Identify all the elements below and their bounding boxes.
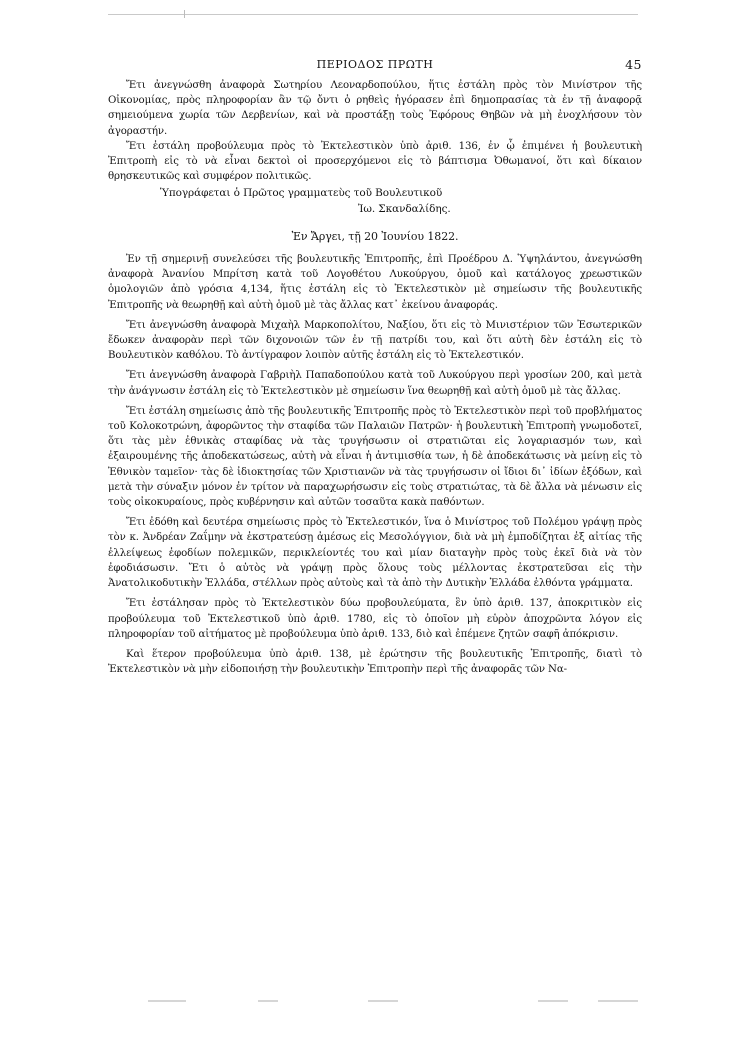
- scan-mark: [538, 1000, 568, 1002]
- scan-footer-marks: [108, 1000, 642, 1004]
- paragraph: Ἔτι ἀνεγνώσθη ἀναφορὰ Σωτηρίου Λεοναρδοπούλου, ἥτις ἐστάλη πρὸς τὸν Μινίστρον τῆς Οἰκονομίας, πρὸς πληροφορίαν ἂν τῷ ὄντι ὁ ρηθεὶς ἠγόρασεν ἐπὶ δημοπρασίας τὰ ἐν τῇ ἀναφορᾷ σημειούμενα χωρία τῶν Δερβενίων, καὶ νὰ προστάξῃ τοὺς Ἐφόρους Θηβῶν νὰ μὴ ἐνοχλήσουν τὸν ἀγοραστήν.: [108, 80, 642, 137]
- scan-edge-tick: [184, 10, 185, 18]
- scan-mark: [148, 1000, 186, 1002]
- scan-edge-line: [108, 14, 638, 15]
- running-head: ΠΕΡΙΟΔΟΣ ΠΡΩΤΗ: [316, 58, 434, 71]
- paragraph: Ἐν τῇ σημερινῇ συνελεύσει τῆς βουλευτικῆς Ἐπιτροπῆς, ἐπὶ Προέδρου Δ. Ὑψηλάντου, ἀνεγνώσθη ἀναφορὰ Ἀνανίου Μπρίτση κατὰ τοῦ Λογοθέτου Λυκούργου, ὁμοῦ καὶ κατάλογος χρεωστικῶν ὁμολογιῶν ἀπὸ γρόσια 4,134, ἥτις ἐστάλη εἰς τὸ Ἐκτελεστικὸν μὲ σημείωσιν τῆς βουλευτικῆς Ἐπιτροπῆς νὰ θεωρηθῇ καὶ αὐτὴ ὁμοῦ μὲ τὰς ἄλλας κατ᾽ ἐκείνου ἀναφοράς.: [108, 254, 642, 311]
- scan-mark: [368, 1000, 398, 1002]
- signature-line: Ὑπογράφεται ὁ Πρῶτος γραμματεὺς τοῦ Βουλευτικοῦ: [160, 187, 443, 200]
- dateline: Ἐν Ἄργει, τῇ 20 Ἰουνίου 1822.: [291, 229, 459, 243]
- paragraph: Ἔτι ἐδόθη καὶ δευτέρα σημείωσις πρὸς τὸ Ἐκτελεστικόν, ἵνα ὁ Μινίστρος τοῦ Πολέμου γράψῃ πρὸς τὸν κ. Ἀνδρέαν Ζαΐμην νὰ ἐκστρατεύσῃ ἀμέσως εἰς Μεσολόγγιον, διὰ νὰ μὴ ἐμποδίζηται ἐξ αἰτίας τῆς ἐλλείψεως ἐφοδίων πολεμικῶν, περικλείοντές του καὶ μίαν διαταγὴν πρὸς τοὺς ἐκεῖ διὰ νὰ τὸν ἐφοδιάσωσιν. Ἔτι ὁ αὐτὸς νὰ γράψῃ πρὸς ὅλους τοὺς μέλλοντας ἐκστρατεῦσαι εἰς τὴν Ἀνατολικοδυτικὴν Ἑλλάδα, στέλλων πρὸς αὐτοὺς καὶ τὰ ἀπὸ τὴν Δυτικὴν Ἑλλάδα ἐλθόντα γράμματα.: [108, 517, 642, 590]
- page-body: [108, 78, 642, 677]
- paragraph: Ἔτι ἐστάλησαν πρὸς τὸ Ἐκτελεστικὸν δύω προβουλεύματα, ἓν ὑπὸ ἀριθ. 137, ἀποκριτικὸν εἰς προβούλευμα τοῦ Ἐκτελεστικοῦ ὑπὸ ἀριθ. 1780, εἰς τὸ ὁποῖον μὴ εὑρὸν ἀποχρῶντα λόγον εἰς πληροφορίαν τοῦ αἰτήματος μὲ προβούλευμα ὑπὸ ἀριθ. 133, διὸ καὶ ἐπέμενε ζητῶν σαφῆ ἀπόκρισιν.: [108, 598, 642, 640]
- scan-mark: [258, 1000, 278, 1002]
- page-number: 45: [625, 57, 642, 72]
- paragraph: Ἔτι ἐστάλη προβούλευμα πρὸς τὸ Ἐκτελεστικὸν ὑπὸ ἀριθ. 136, ἐν ᾧ ἐπιμένει ἡ βουλευτικὴ Ἐπιτροπὴ εἰς τὸ νὰ εἶναι δεκτοὶ οἱ προσερχόμενοι εἰς τὸ βάπτισμα Ὀθωμανοί, ὅτι καὶ δίκαιον θρησκευτικῶς καὶ συμφέρον πολιτικῶς.: [108, 140, 642, 183]
- paragraph: Ἔτι ἀνεγνώσθη ἀναφορὰ Μιχαὴλ Μαρκοπολίτου, Ναξίου, ὅτι εἰς τὸ Μινιστέριον τῶν Ἐσωτερικῶν ἔδωκεν ἀναφορὰν περὶ τῶν διχονοιῶν τῶν ἐν τῇ πατρίδι του, καὶ ὅτι αὐτὴ δὲν ἐστάλη εἰς τὸ Βουλευτικὸν καθόλου. Τὸ ἀντίγραφον λοιπὸν αὐτῆς ἐστάλη εἰς τὸ Ἐκτελεστικόν.: [108, 319, 642, 362]
- paragraph: Καὶ ἕτερον προβούλευμα ὑπὸ ἀριθ. 138, μὲ ἐρώτησιν τῆς βουλευτικῆς Ἐπιτροπῆς, διατὶ τὸ Ἐκτελεστικὸν νὰ μὴν εἰδοποιήσῃ τὴν βουλευτικὴν Ἐπιτροπὴν περὶ τῆς ἀναφορᾶς τῶν Να-: [108, 648, 642, 676]
- paragraph: Ἔτι ἀνεγνώσθη ἀναφορὰ Γαβριὴλ Παπαδοπούλου κατὰ τοῦ Λυκούργου περὶ γροσίων 200, καὶ μετὰ τὴν ἀνάγνωσιν ἐστάλη εἰς τὸ Ἐκτελεστικὸν μὲ σημείωσιν ἵνα θεωρηθῇ καὶ αὐτὴ ὁμοῦ μὲ τὰς ἄλλας.: [108, 370, 642, 397]
- page-header: [108, 58, 642, 74]
- scan-mark: [598, 1000, 638, 1002]
- signature-name: Ἰω. Σκανδαλίδης.: [358, 202, 451, 215]
- paragraph: Ἔτι ἐστάλη σημείωσις ἀπὸ τῆς βουλευτικῆς Ἐπιτροπῆς πρὸς τὸ Ἐκτελεστικὸν περὶ τοῦ προβλήματος τοῦ Κολοκοτρώνη, ἀφορῶντος τὴν σταφίδα τῶν Παλαιῶν Πατρῶν· ἡ βουλευτικὴ Ἐπιτροπὴ γνωμοδοτεῖ, ὅτι τὰς μὲν ἐθνικὰς σταφίδας νὰ τὰς τρυγήσωσιν οἱ στρατιῶται εἰς λογαριασμόν των, καὶ ἐξαιρουμένης τῆς ἀποδεκατώσεως, αὐτὴ νὰ εἶναι ἡ ἀντιμισθία των, ἡ δὲ ἀποδεκάτωσις νὰ μείνῃ εἰς τὸ Ἐθνικὸν ταμεῖον· τὰς δὲ ἰδιοκτησίας τῶν Χριστιανῶν νὰ τὰς τρυγήσωσιν οἱ ἴδιοι δι᾽ ἰδίων ἐξόδων, καὶ μετὰ τὴν σύναξιν μόνον ἐν τρίτον νὰ παραχωρήσωσιν εἰς τοὺς στρατιώτας, τὰ δὲ ἄλλα νὰ μένωσιν εἰς τοὺς οἰκοκυραίους, πρὸς κυβέρνησιν καὶ αὐτῶν τοσαῦτα κακὰ παθόντων.: [108, 405, 642, 509]
